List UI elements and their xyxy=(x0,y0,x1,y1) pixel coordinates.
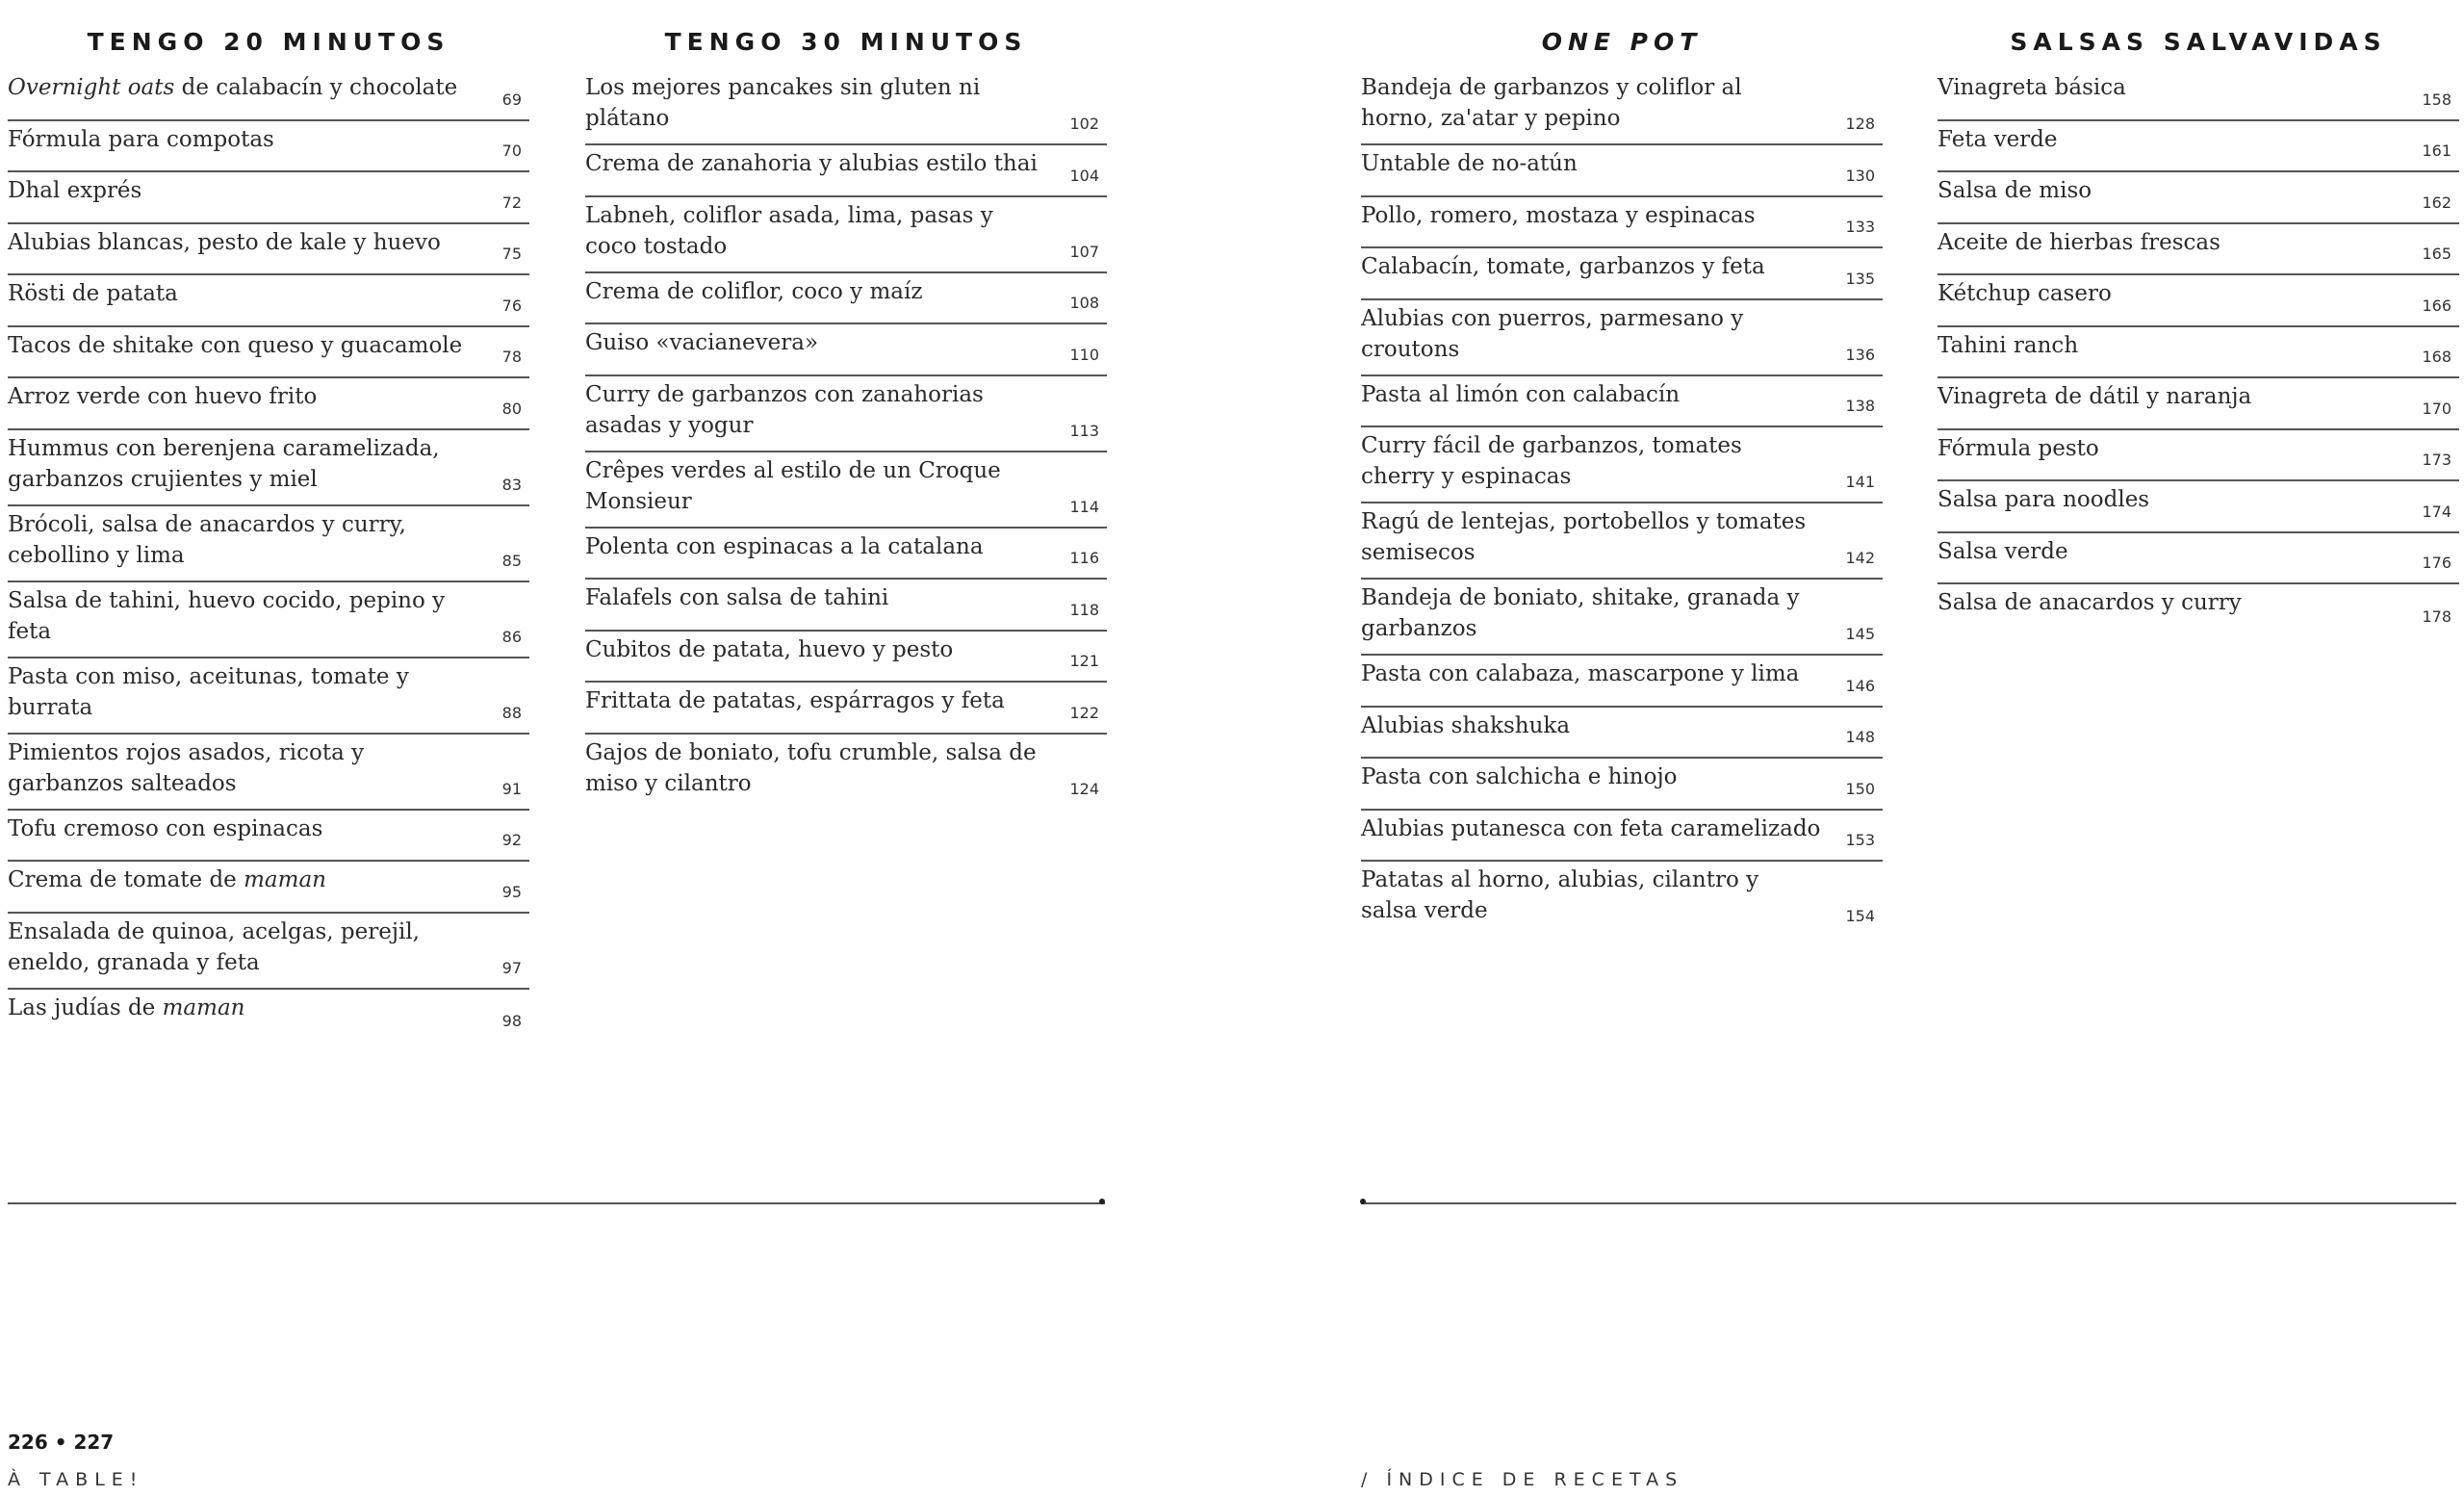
recipe-page-number: 161 xyxy=(2422,142,2451,160)
page-numbers: 226 • 227 xyxy=(8,1431,115,1454)
rule-end-dot-left xyxy=(1099,1199,1105,1204)
recipe-title-text: Salsa de miso xyxy=(1938,178,2092,203)
recipe-title-text: Salsa de tahini, huevo cocido, pepino y feta xyxy=(8,587,446,644)
recipe-title xyxy=(585,458,1001,514)
recipe-entry xyxy=(1361,376,1883,428)
recipe-page-number: 130 xyxy=(1845,166,1875,185)
recipe-entry xyxy=(8,327,529,379)
recipe-title-text: Alubias con puerros, parmesano y croutons xyxy=(1361,305,1744,362)
recipe-entry xyxy=(1361,427,1883,503)
recipe-page-number: 86 xyxy=(501,627,522,646)
recipe-title-italic: maman xyxy=(244,867,326,892)
recipe-title xyxy=(8,178,141,203)
recipe-title xyxy=(1361,509,1806,565)
recipe-entry xyxy=(8,811,529,863)
recipe-page-number: 83 xyxy=(501,475,522,494)
recipe-page-number: 121 xyxy=(1069,652,1099,670)
recipe-entry xyxy=(8,430,529,506)
recipe-title xyxy=(8,664,409,720)
recipe-title-text: Aceite de hierbas frescas xyxy=(1938,229,2220,255)
recipe-page-number: 102 xyxy=(1069,115,1099,133)
recipe-page-number: 107 xyxy=(1069,242,1099,261)
recipe-page-number: 138 xyxy=(1845,397,1875,415)
recipe-entry xyxy=(8,735,529,811)
recipe-title-text: Dhal exprés xyxy=(8,178,142,203)
recipe-title-text: Ragú de lentejas, portobellos y tomates semisecos xyxy=(1361,509,1807,565)
recipe-list xyxy=(1361,69,1883,936)
recipe-title xyxy=(1361,382,1680,407)
recipe-entry xyxy=(1938,481,2459,533)
recipe-title-text: Pollo, romero, mostaza y espinacas xyxy=(1361,202,1756,228)
recipe-title xyxy=(1361,585,1800,641)
recipe-title-text: Tofu cremoso con espinacas xyxy=(8,815,323,841)
page-rule-right xyxy=(1361,1202,2456,1204)
recipe-page-number: 97 xyxy=(501,958,522,977)
recipe-entry xyxy=(585,529,1107,581)
recipe-page-number: 153 xyxy=(1845,831,1875,849)
recipe-title-text: Rösti de patata xyxy=(8,281,178,306)
recipe-title xyxy=(1361,713,1570,738)
recipe-title xyxy=(585,279,922,304)
recipe-entry xyxy=(1938,224,2459,276)
recipe-title xyxy=(8,512,406,568)
recipe-title xyxy=(8,816,322,841)
recipe-title xyxy=(1938,590,2242,615)
recipe-entry xyxy=(585,376,1107,452)
recipe-list xyxy=(1938,69,2459,636)
recipe-page-number: 104 xyxy=(1069,166,1099,185)
recipe-title xyxy=(1938,281,2112,306)
section-title: SALSAS SALVAVIDAS xyxy=(2010,27,2387,56)
recipe-page-number: 141 xyxy=(1845,473,1875,491)
recipe-page-number: 145 xyxy=(1845,625,1875,643)
recipe-title xyxy=(585,688,1005,713)
recipe-page-number: 108 xyxy=(1069,294,1099,312)
recipe-page-number: 162 xyxy=(2422,193,2451,212)
recipe-title-text: Brócoli, salsa de anacardos y curry, cebollino y lima xyxy=(8,511,406,568)
recipe-page-number: 166 xyxy=(2422,296,2451,315)
recipe-title xyxy=(1938,487,2149,512)
recipe-entry xyxy=(1938,172,2459,224)
recipe-entry xyxy=(8,224,529,276)
recipe-title xyxy=(1361,75,1742,131)
recipe-entry xyxy=(585,580,1107,632)
recipe-title xyxy=(585,330,818,355)
recipe-title xyxy=(8,127,274,152)
chapter-runner: / ÍNDICE DE RECETAS xyxy=(1361,1469,1684,1490)
recipe-title-text: Ensalada de quinoa, acelgas, perejil, eneldo, granada y feta xyxy=(8,918,420,975)
recipe-title xyxy=(1938,539,2068,564)
recipe-title-text: Crêpes verdes al estilo de un Croque Monsieur xyxy=(585,457,1001,514)
recipe-page-number: 114 xyxy=(1069,497,1099,516)
recipe-page-number: 133 xyxy=(1845,218,1875,236)
recipe-entry xyxy=(1361,759,1883,811)
recipe-title xyxy=(8,230,441,255)
recipe-title-text: Bandeja de garbanzos y coliflor al horno, za'atar y pepino xyxy=(1361,75,1742,131)
recipe-entry xyxy=(1938,327,2459,379)
recipe-entry xyxy=(8,914,529,990)
recipe-entry xyxy=(8,582,529,658)
section-title: TENGO 30 MINUTOS xyxy=(664,27,1028,56)
recipe-title xyxy=(8,384,317,409)
recipe-title xyxy=(585,203,993,259)
recipe-page-number: 70 xyxy=(501,142,522,160)
recipe-title xyxy=(8,588,445,644)
recipe-entry xyxy=(1938,533,2459,585)
recipe-entry xyxy=(1361,811,1883,863)
recipe-title-text: Labneh, coliflor asada, lima, pasas y coco tostado xyxy=(585,202,993,259)
recipe-entry xyxy=(1361,69,1883,145)
recipe-page-number: 142 xyxy=(1845,549,1875,567)
recipe-title-text: Curry de garbanzos con zanahorias asadas y yogur xyxy=(585,381,984,438)
recipe-entry xyxy=(585,324,1107,376)
recipe-page-number: 118 xyxy=(1069,600,1099,619)
recipe-page-number: 148 xyxy=(1845,728,1875,746)
recipe-title xyxy=(8,436,440,492)
rule-end-dot-right xyxy=(1360,1199,1366,1204)
recipe-title xyxy=(585,534,984,559)
recipe-page-number: 176 xyxy=(2422,554,2451,572)
recipe-entry xyxy=(1361,197,1883,249)
recipe-entry xyxy=(8,172,529,224)
recipe-title-text: Falafels con salsa de tahini xyxy=(585,585,889,610)
recipe-title xyxy=(1938,230,2220,255)
recipe-page-number: 80 xyxy=(501,399,522,418)
recipe-entry xyxy=(585,197,1107,273)
recipe-title-text: Calabacín, tomate, garbanzos y feta xyxy=(1361,254,1765,279)
recipe-title xyxy=(8,740,364,796)
recipe-page-number: 173 xyxy=(2422,451,2451,469)
recipe-title xyxy=(8,333,462,358)
recipe-entry xyxy=(8,658,529,735)
recipe-title xyxy=(1361,764,1677,789)
recipe-entry xyxy=(585,69,1107,145)
recipe-title-text: Crema de coliflor, coco y maíz xyxy=(585,278,923,304)
page-rule-left xyxy=(8,1202,1105,1204)
recipe-title-text: Crema de tomate de xyxy=(8,867,244,892)
recipe-title-text: Patatas al horno, alubias, cilantro y salsa verde xyxy=(1361,867,1759,923)
recipe-title xyxy=(585,637,953,662)
recipe-entry xyxy=(1361,862,1883,936)
recipe-entry xyxy=(1938,121,2459,173)
recipe-entry xyxy=(8,506,529,582)
recipe-page-number: 136 xyxy=(1845,345,1875,364)
recipe-list xyxy=(8,69,529,1041)
recipe-title-text: Pasta con salchicha e hinojo xyxy=(1361,764,1678,789)
recipe-title-text: Bandeja de boniato, shitake, granada y garbanzos xyxy=(1361,585,1800,641)
recipe-entry xyxy=(585,145,1107,197)
recipe-entry xyxy=(1361,248,1883,300)
recipe-page-number: 95 xyxy=(501,882,522,901)
recipe-title xyxy=(1361,867,1758,923)
recipe-title xyxy=(8,75,457,100)
recipe-title xyxy=(1361,433,1742,489)
recipe-page-number: 98 xyxy=(501,1012,522,1030)
recipe-title xyxy=(1361,203,1756,228)
recipe-entry xyxy=(585,683,1107,735)
recipe-page-number: 92 xyxy=(501,831,522,849)
recipe-entry xyxy=(8,862,529,914)
recipe-entry xyxy=(1938,584,2459,636)
recipe-title-text: Salsa para noodles xyxy=(1938,487,2150,512)
recipe-title-text: de calabacín y chocolate xyxy=(174,75,458,100)
recipe-page-number: 146 xyxy=(1845,676,1875,695)
recipe-title xyxy=(8,919,420,975)
section-title: TENGO 20 MINUTOS xyxy=(87,27,450,56)
recipe-entry xyxy=(1361,708,1883,760)
recipe-title-text: Salsa de anacardos y curry xyxy=(1938,590,2242,615)
recipe-title xyxy=(1938,75,2126,100)
recipe-entry xyxy=(1361,656,1883,708)
recipe-title-italic: Overnight oats xyxy=(8,75,175,100)
recipe-title-text: Gajos de boniato, tofu crumble, salsa de miso y cilantro xyxy=(585,739,1037,796)
recipe-title-text: Los mejores pancakes sin gluten ni plátano xyxy=(585,75,981,131)
recipe-title-text: Pasta con miso, aceitunas, tomate y burrata xyxy=(8,663,409,720)
recipe-page-number: 174 xyxy=(2422,502,2451,521)
recipe-entry xyxy=(1361,580,1883,656)
recipe-title-text: Untable de no-atún xyxy=(1361,151,1578,176)
recipe-entry xyxy=(585,735,1107,809)
recipe-title-text: Alubias putanesca con feta caramelizado xyxy=(1361,815,1821,841)
section-title: ONE POT xyxy=(1541,27,1703,56)
recipe-page-number: 168 xyxy=(2422,348,2451,366)
recipe-page-number: 165 xyxy=(2422,245,2451,263)
recipe-title xyxy=(1938,127,2058,152)
recipe-page-number: 88 xyxy=(501,703,522,722)
recipe-list xyxy=(585,69,1107,809)
recipe-title-text: Fórmula para compotas xyxy=(8,126,274,152)
recipe-title-text: Alubias blancas, pesto de kale y huevo xyxy=(8,229,441,255)
recipe-title-text: Alubias shakshuka xyxy=(1361,712,1571,738)
recipe-page-number: 110 xyxy=(1069,345,1099,364)
recipe-entry xyxy=(585,632,1107,684)
recipe-title-text: Feta verde xyxy=(1938,126,2058,152)
recipe-entry xyxy=(1361,145,1883,197)
recipe-entry xyxy=(585,452,1107,529)
recipe-title-text: Hummus con berenjena caramelizada, garbanzos crujientes y miel xyxy=(8,435,440,492)
recipe-page-number: 69 xyxy=(501,90,522,109)
recipe-page-number: 170 xyxy=(2422,399,2451,418)
recipe-page-number: 116 xyxy=(1069,549,1099,567)
recipe-title-text: Fórmula pesto xyxy=(1938,435,2099,461)
recipe-page-number: 78 xyxy=(501,348,522,366)
recipe-title-text: Tacos de shitake con queso y guacamole xyxy=(8,332,463,358)
recipe-title-text: Pasta al limón con calabacín xyxy=(1361,381,1681,407)
recipe-entry xyxy=(1938,378,2459,430)
recipe-title-text: Crema de zanahoria y alubias estilo thai xyxy=(585,151,1038,176)
recipe-title xyxy=(8,281,178,306)
recipe-entry xyxy=(8,121,529,173)
recipe-entry xyxy=(585,273,1107,325)
recipe-title xyxy=(1361,816,1820,841)
recipe-entry xyxy=(1938,275,2459,327)
recipe-title xyxy=(1361,254,1765,279)
recipe-title xyxy=(8,867,326,892)
recipe-title xyxy=(1938,436,2099,461)
recipe-title xyxy=(1938,384,2251,409)
recipe-title xyxy=(585,151,1038,176)
recipe-title xyxy=(1938,333,2078,358)
recipe-entry xyxy=(8,378,529,430)
recipe-title-text: Curry fácil de garbanzos, tomates cherry y espinacas xyxy=(1361,433,1742,489)
recipe-entry xyxy=(8,69,529,121)
recipe-title-text: Frittata de patatas, espárragos y feta xyxy=(585,688,1005,713)
recipe-page-number: 75 xyxy=(501,245,522,263)
recipe-page-number: 150 xyxy=(1845,779,1875,798)
recipe-page-number: 122 xyxy=(1069,703,1099,722)
recipe-title xyxy=(1938,178,2092,203)
recipe-title xyxy=(1361,661,1799,686)
recipe-page-number: 124 xyxy=(1069,779,1099,798)
recipe-page-number: 113 xyxy=(1069,421,1099,440)
recipe-entry xyxy=(8,275,529,327)
recipe-title-text: Cubitos de patata, huevo y pesto xyxy=(585,636,954,662)
recipe-title-text: Kétchup casero xyxy=(1938,281,2112,306)
recipe-title-text: Arroz verde con huevo frito xyxy=(8,384,318,409)
recipe-page-number: 72 xyxy=(501,193,522,212)
recipe-title-text: Pasta con calabaza, mascarpone y lima xyxy=(1361,661,1800,686)
recipe-title xyxy=(1361,306,1743,362)
recipe-title xyxy=(585,382,984,438)
recipe-title-text: Vinagreta de dátil y naranja xyxy=(1938,384,2252,409)
recipe-title-text: Salsa verde xyxy=(1938,538,2068,564)
recipe-entry xyxy=(1361,300,1883,376)
recipe-entry xyxy=(1938,69,2459,121)
recipe-page-number: 85 xyxy=(501,551,522,570)
recipe-title-text: Polenta con espinacas a la catalana xyxy=(585,533,984,559)
recipe-title-text: Pimientos rojos asados, ricota y garbanzos salteados xyxy=(8,739,365,796)
recipe-title xyxy=(585,75,980,131)
recipe-page-number: 178 xyxy=(2422,607,2451,626)
recipe-page-number: 158 xyxy=(2422,90,2451,109)
recipe-title-text: Vinagreta básica xyxy=(1938,75,2126,100)
recipe-entry xyxy=(8,990,529,1042)
recipe-title xyxy=(585,740,1037,796)
recipe-title xyxy=(1361,151,1578,176)
recipe-title-text: Guiso «vacianevera» xyxy=(585,330,819,355)
recipe-title xyxy=(8,995,244,1020)
recipe-page-number: 135 xyxy=(1845,269,1875,288)
recipe-page-number: 91 xyxy=(501,779,522,798)
book-title-runner: À TABLE! xyxy=(8,1469,144,1490)
recipe-page-number: 76 xyxy=(501,296,522,315)
recipe-entry xyxy=(1361,503,1883,580)
recipe-page-number: 154 xyxy=(1845,907,1875,925)
recipe-page-number: 128 xyxy=(1845,115,1875,133)
recipe-title-text: Las judías de xyxy=(8,994,163,1020)
recipe-title-text: Tahini ranch xyxy=(1938,332,2079,358)
recipe-title-italic: maman xyxy=(162,994,245,1020)
recipe-entry xyxy=(1938,430,2459,482)
recipe-title xyxy=(585,585,888,610)
